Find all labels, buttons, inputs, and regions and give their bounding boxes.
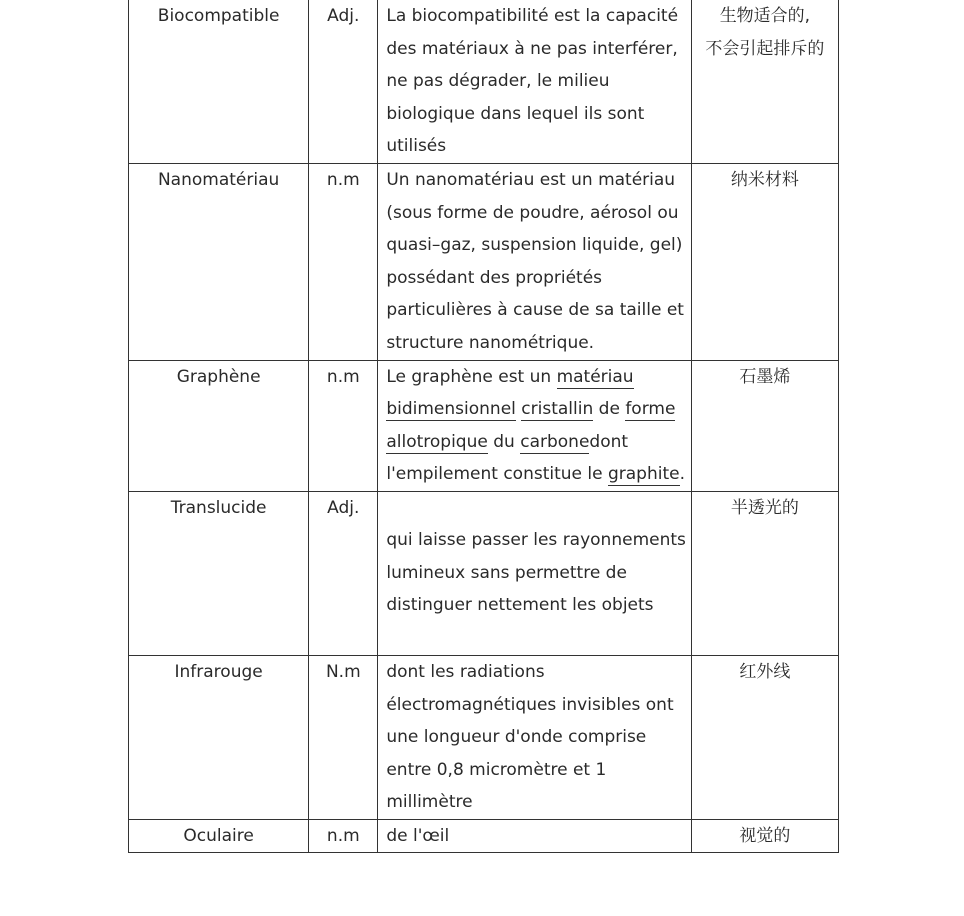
definition-line: millimètre xyxy=(386,792,473,813)
definition-line: possédant des propriétés xyxy=(386,267,603,288)
translation-line: 生物适合的, xyxy=(719,6,811,26)
definition-line: des matériaux à ne pas interférer, xyxy=(386,38,678,59)
chinese-translation-cell xyxy=(691,655,838,819)
definition-line: une longueur d'onde comprise xyxy=(386,727,647,748)
link-cristallin[interactable]: cristallin xyxy=(521,399,594,420)
table-row xyxy=(129,491,839,655)
chinese-translation-cell xyxy=(691,0,838,163)
link-allotropique[interactable]: allotropique xyxy=(386,431,488,452)
definition-line: de l'œil xyxy=(386,825,450,846)
table-row xyxy=(129,360,839,491)
definition-line: (sous forme de poudre, aérosol ou xyxy=(386,202,679,223)
translation-line: 石墨烯 xyxy=(739,366,791,387)
part-of-speech-cell: n.m xyxy=(309,360,378,491)
definition-line: Le graphène est un matériau xyxy=(386,366,634,387)
definition-line: électromagnétiques invisibles ont xyxy=(386,694,674,715)
chinese-translation-cell xyxy=(691,491,838,655)
definition-line: dont les radiations xyxy=(386,661,545,682)
translation-line: 视觉的 xyxy=(739,825,791,846)
definition-line: entre 0,8 micromètre et 1 xyxy=(386,759,607,780)
chinese-translation-cell xyxy=(691,360,838,491)
definition-line: qui laisse passer les rayonnements xyxy=(386,529,686,550)
chinese-translation-cell xyxy=(691,163,838,360)
table-row xyxy=(129,819,839,853)
definition-cell xyxy=(378,819,691,853)
translation-line: 红外线 xyxy=(739,661,791,682)
definition-cell xyxy=(378,0,691,163)
link-forme[interactable]: forme xyxy=(625,399,676,420)
definition-line: structure nanométrique. xyxy=(386,332,595,353)
part-of-speech-cell: n.m xyxy=(309,163,378,360)
definition-line: ne pas dégrader, le milieu xyxy=(386,71,610,92)
definition-cell xyxy=(378,655,691,819)
glossary-table xyxy=(128,0,839,853)
term-cell: Biocompatible xyxy=(129,0,309,163)
chinese-translation-cell xyxy=(691,819,838,853)
term-cell: Nanomatériau xyxy=(129,163,309,360)
definition-line: l'empilement constitue le graphite. xyxy=(386,464,686,485)
definition-line: distinguer nettement les objets xyxy=(386,595,654,616)
definition-line: lumineux sans permettre de xyxy=(386,562,627,583)
definition-line: Un nanomatériau est un matériau xyxy=(386,169,676,190)
part-of-speech-cell: N.m xyxy=(309,655,378,819)
part-of-speech-cell: Adj. xyxy=(309,491,378,655)
translation-line: 纳米材料 xyxy=(730,169,799,190)
definition-cell xyxy=(378,491,691,655)
definition-line: La biocompatibilité est la capacité xyxy=(386,6,679,26)
link-graphite[interactable]: graphite xyxy=(607,464,680,485)
table-row xyxy=(129,163,839,360)
term-cell: Graphène xyxy=(129,360,309,491)
link-materiau[interactable]: matériau xyxy=(556,366,634,387)
translation-line: 半透光的 xyxy=(730,497,799,518)
link-bidimensionnel[interactable]: bidimensionnel xyxy=(386,399,516,420)
definition-line: quasi–gaz, suspension liquide, gel) xyxy=(386,235,683,256)
link-carbone[interactable]: carbone xyxy=(520,431,590,452)
table-row xyxy=(129,655,839,819)
part-of-speech-cell: Adj. xyxy=(309,0,378,163)
term-cell: Translucide xyxy=(129,491,309,655)
definition-cell xyxy=(378,360,691,491)
definition-line: utilisés xyxy=(386,136,447,157)
term-cell: Oculaire xyxy=(129,819,309,853)
definition-line: bidimensionnel cristallin de forme xyxy=(386,399,676,420)
table-row xyxy=(129,0,839,163)
part-of-speech-cell: n.m xyxy=(309,819,378,853)
definition-cell xyxy=(378,163,691,360)
definition-line: allotropique du carbonedont xyxy=(386,431,629,452)
definition-line: particulières à cause de sa taille et xyxy=(386,300,684,321)
term-cell: Infrarouge xyxy=(129,655,309,819)
definition-line: biologique dans lequel ils sont xyxy=(386,103,645,124)
translation-line: 不会引起排斥的 xyxy=(705,38,825,59)
